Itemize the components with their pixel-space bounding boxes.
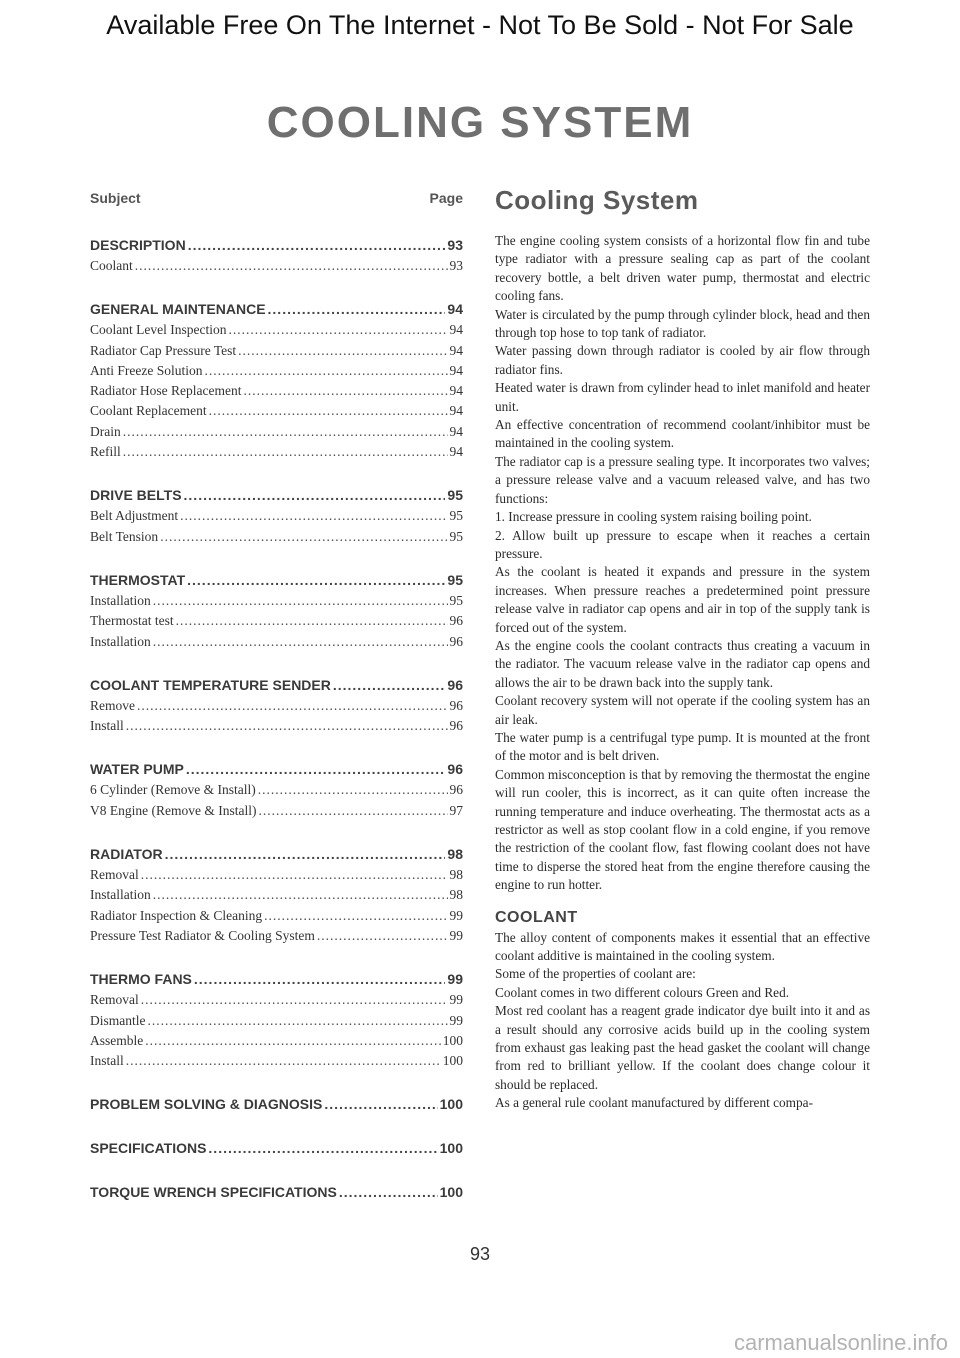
toc-section-title: DRIVE BELTS [90, 487, 182, 504]
toc-entry[interactable] [90, 611, 463, 631]
toc-entry[interactable] [90, 1051, 463, 1071]
toc-entry[interactable] [90, 591, 463, 611]
leader-dots [228, 320, 447, 340]
subject-column-header: Subject [90, 190, 141, 206]
toc-section [90, 1093, 463, 1115]
leader-dots [204, 361, 447, 381]
toc-section [90, 1137, 463, 1159]
page-number: 93 [469, 1244, 491, 1264]
toc-entry-label: Install [90, 718, 124, 734]
toc-entry-label: 6 Cylinder (Remove & Install) [90, 782, 256, 798]
leader-dots [153, 632, 448, 652]
toc-entry-label: Thermostat test [90, 613, 174, 629]
toc-entry[interactable] [90, 256, 463, 276]
toc-entry[interactable] [90, 422, 463, 442]
page-column-header: Page [429, 190, 463, 206]
leader-dots [258, 801, 447, 821]
toc-entry-page: 99 [449, 992, 463, 1008]
toc-entry[interactable] [90, 506, 463, 526]
toc-entry-page: 100 [442, 1032, 463, 1048]
leader-dots [145, 1031, 441, 1051]
leader-dots [187, 569, 445, 591]
toc-entry-page: 99 [449, 907, 463, 923]
article-paragraph: Water is circulated by the pump through cylinder block, head and then through top hose to top tank of radiator. [495, 306, 870, 341]
toc-entry[interactable] [90, 1011, 463, 1031]
footer-watermark-link[interactable]: carmanualsonline.info [733, 1330, 948, 1355]
article-paragraph: 2. Allow built up pressure to escape when it reaches a certain pressure. [495, 527, 870, 561]
toc-entry-label: V8 Engine (Remove & Install) [90, 802, 257, 818]
toc-section-page: 98 [447, 846, 463, 863]
leader-dots [160, 527, 447, 547]
leader-dots [186, 758, 446, 780]
toc-body [90, 234, 463, 1203]
toc-entry-label: Coolant Level Inspection [90, 322, 227, 338]
toc-section-title: GENERAL MAINTENANCE [90, 301, 266, 318]
toc-entry[interactable] [90, 632, 463, 652]
toc-section-heading[interactable] [90, 569, 463, 591]
toc-entry[interactable] [90, 1031, 463, 1051]
toc-section [90, 298, 463, 462]
toc-entry-label: Coolant [90, 258, 133, 273]
toc-entry-page: 95 [449, 592, 463, 608]
toc-entry[interactable] [90, 401, 463, 421]
coolant-paragraph: Most red coolant has a reagent grade indicator dye built into it and as a result should any corrosive acids build up in the cooling system from exhaust gas leaking past the head gasket the coolant will change from red to brilliant yellow. If the coolant does change colour it should be replaced. [495, 1003, 870, 1092]
leader-dots [317, 926, 448, 946]
toc-section-page: 100 [439, 1184, 463, 1201]
leader-dots [208, 1137, 437, 1159]
toc-entry-label: Coolant Replacement [90, 403, 207, 419]
toc-entry[interactable] [90, 885, 463, 905]
toc-entry-label: Belt Tension [90, 528, 159, 544]
toc-section-title: SPECIFICATIONS [90, 1140, 207, 1157]
toc-entry-page: 94 [449, 362, 463, 378]
toc-section-title: DESCRIPTION [90, 237, 186, 253]
toc-entry-page: 96 [449, 613, 463, 629]
leader-dots [153, 885, 448, 905]
toc-entry-page: 98 [449, 867, 463, 883]
toc-entry-label: Installation [90, 633, 151, 649]
toc-entry-page: 95 [449, 528, 463, 544]
toc-section-heading[interactable] [90, 674, 463, 696]
leader-dots [126, 1051, 441, 1071]
toc-section-heading[interactable] [90, 1093, 463, 1115]
toc-entry-page: 93 [449, 258, 463, 273]
article-paragraph: An effective concentration of recommend coolant/inhibitor must be maintained in the cooling system. [495, 417, 870, 451]
toc-entry-label: Removal [90, 992, 139, 1008]
toc-section-heading[interactable] [90, 484, 463, 506]
table-of-contents [90, 190, 463, 1203]
leader-dots [324, 1093, 437, 1115]
toc-section [90, 968, 463, 1071]
article-title: Cooling System [495, 185, 699, 215]
toc-entry-label: Installation [90, 592, 151, 608]
toc-entry-label: Install [90, 1053, 124, 1069]
toc-entry-page: 96 [449, 697, 463, 713]
leader-dots [184, 484, 446, 506]
toc-entry[interactable] [90, 361, 463, 381]
toc-section-page: 95 [447, 487, 463, 504]
toc-entry-page: 95 [449, 508, 463, 524]
toc-entry-page: 94 [449, 322, 463, 338]
toc-section-page: 93 [447, 237, 463, 253]
toc-section [90, 758, 463, 821]
toc-section [90, 484, 463, 547]
toc-section-page: 100 [439, 1140, 463, 1157]
toc-section-title: WATER PUMP [90, 761, 184, 778]
leader-dots [238, 341, 447, 361]
leader-dots [141, 990, 448, 1010]
toc-entry-page: 96 [449, 718, 463, 734]
toc-section-title: THERMOSTAT [90, 571, 186, 588]
toc-entry[interactable] [90, 926, 463, 946]
toc-entry-label: Assemble [90, 1032, 144, 1048]
toc-entry-page: 99 [449, 927, 463, 943]
toc-section-title: THERMO FANS [90, 971, 192, 988]
leader-dots [194, 968, 446, 990]
toc-entry[interactable] [90, 865, 463, 885]
toc-entry-page: 94 [449, 444, 463, 460]
toc-section-page: 100 [439, 1096, 463, 1113]
toc-section-page: 95 [447, 571, 463, 588]
toc-entry[interactable] [90, 906, 463, 926]
article-column [495, 185, 870, 1113]
article-paragraph: As the engine cools the coolant contracts thus creating a vacuum in the radiator. The vacuum release valve in the radiator cap opens and allows the air to be drawn back into the supply tank. [495, 637, 870, 690]
coolant-paragraph: Coolant comes in two different colours Green and Red. [495, 984, 790, 1000]
toc-entry[interactable] [90, 990, 463, 1010]
coolant-paragraph: Some of the properties of coolant are: [495, 966, 696, 982]
coolant-heading: COOLANT [495, 908, 578, 926]
toc-entry-label: Belt Adjustment [90, 508, 179, 524]
toc-entry-page: 94 [449, 423, 463, 439]
toc-entry-label: Installation [90, 887, 151, 903]
watermark-banner: Available Free On The Internet - Not To Be Sold - Not For Sale [106, 10, 854, 40]
toc-entry-page: 94 [449, 342, 463, 358]
page-title: COOLING SYSTEM [266, 98, 694, 147]
leader-dots [135, 256, 448, 276]
article-paragraph: Water passing down through radiator is cooled by air flow through radiator fins. [495, 343, 870, 377]
toc-entry-page: 98 [449, 887, 463, 903]
article-body [495, 232, 870, 895]
toc-section-page: 96 [447, 676, 463, 693]
toc-entry-page: 94 [449, 383, 463, 399]
toc-section-page: 94 [447, 301, 463, 318]
leader-dots [123, 442, 448, 462]
toc-entry-label: Remove [90, 697, 135, 713]
toc-entry-label: Radiator Inspection & Cleaning [90, 907, 263, 923]
article-paragraph: Heated water is drawn from cylinder head to inlet manifold and heater unit. [495, 380, 870, 414]
toc-section-title: COOLANT TEMPERATURE SENDER [90, 676, 331, 693]
toc-entry[interactable] [90, 442, 463, 462]
toc-entry[interactable] [90, 341, 463, 361]
toc-section-title: TORQUE WRENCH SPECIFICATIONS [90, 1184, 337, 1201]
toc-entry-label: Radiator Hose Replacement [90, 383, 242, 399]
coolant-body [495, 929, 870, 1113]
toc-section [90, 674, 463, 737]
toc-entry-label: Refill [90, 444, 121, 460]
article-paragraph: Coolant recovery system will not operate if the cooling system has an air leak. [495, 693, 870, 727]
coolant-paragraph: As a general rule coolant manufactured by different compa- [495, 1095, 814, 1111]
article-paragraph: As the coolant is heated it expands and pressure in the system increases. When pressure reaches a predetermined point pressure release valve in radiator cap opens and air in top of the supply tank is forced out of the system. [495, 564, 870, 635]
toc-entry-label: Drain [90, 423, 121, 439]
toc-section [90, 1181, 463, 1203]
toc-section [90, 234, 463, 276]
toc-section-heading[interactable] [90, 298, 463, 320]
leader-dots [165, 843, 446, 865]
toc-section-page: 96 [447, 761, 463, 778]
leader-dots [137, 696, 448, 716]
leader-dots [209, 401, 448, 421]
toc-entry[interactable] [90, 320, 463, 340]
toc-section-heading[interactable] [90, 968, 463, 990]
toc-entry-label: Radiator Cap Pressure Test [90, 342, 237, 358]
toc-section-heading[interactable] [90, 1181, 463, 1203]
toc-entry-label: Dismantle [90, 1012, 146, 1028]
leader-dots [264, 906, 447, 926]
article-paragraph: The water pump is a centrifugal type pump. It is mounted at the front of the motor and is belt driven. [495, 729, 870, 764]
leader-dots [339, 1181, 438, 1203]
toc-entry-page: 96 [449, 633, 463, 649]
toc-section-title: PROBLEM SOLVING & DIAGNOSIS [90, 1096, 323, 1113]
toc-section-page: 99 [447, 971, 463, 988]
toc-section-heading[interactable] [90, 758, 463, 780]
coolant-paragraph: The alloy content of components makes it essential that an effective coolant additive is maintained in the cooling system. [495, 929, 870, 964]
toc-entry-label: Anti Freeze Solution [90, 362, 203, 378]
toc-section-heading[interactable] [90, 843, 463, 865]
toc-section-heading[interactable] [90, 234, 463, 256]
leader-dots [333, 674, 446, 696]
leader-dots [258, 780, 448, 800]
toc-entry[interactable] [90, 801, 463, 821]
leader-dots [126, 716, 448, 736]
toc-entry[interactable] [90, 716, 463, 736]
toc-entry[interactable] [90, 780, 463, 800]
toc-section-heading[interactable] [90, 1137, 463, 1159]
toc-entry[interactable] [90, 381, 463, 401]
toc-entry-page: 99 [449, 1012, 463, 1028]
toc-entry-label: Removal [90, 867, 139, 883]
leader-dots [148, 1011, 448, 1031]
leader-dots [153, 591, 448, 611]
article-paragraph: The radiator cap is a pressure sealing type. It incorporates two valves; a pressure release valve and a vacuum released valve, and has two functions: [495, 453, 870, 506]
toc-entry-label: Pressure Test Radiator & Cooling System [90, 927, 315, 943]
leader-dots [123, 422, 448, 442]
toc-entry[interactable] [90, 527, 463, 547]
toc-section-title: RADIATOR [90, 846, 163, 863]
leader-dots [188, 234, 446, 256]
toc-entry-page: 100 [442, 1053, 463, 1069]
toc-section [90, 843, 463, 946]
toc-entry-page: 97 [449, 802, 463, 818]
leader-dots [243, 381, 447, 401]
leader-dots [180, 506, 447, 526]
toc-entry-page: 96 [449, 782, 463, 798]
toc-entry[interactable] [90, 696, 463, 716]
toc-section [90, 569, 463, 652]
article-paragraph: The engine cooling system consists of a horizontal flow fin and tube type radiator with a pressure sealing cap as part of the coolant recovery bottle, a belt driven water pump, thermostat and electric cooling fans. [495, 233, 870, 304]
toc-entry-page: 94 [449, 403, 463, 419]
article-paragraph: 1. Increase pressure in cooling system raising boiling point. [495, 509, 812, 525]
leader-dots [176, 611, 448, 631]
leader-dots [268, 298, 446, 320]
leader-dots [141, 865, 448, 885]
article-paragraph: Common misconception is that by removing the thermostat the engine will run cooler, this is incorrect, as it can quite often increase the running temperature and induce overheating. The thermostat acts as a restrictor as well as stop coolant flow in a cold engine, if you remove the restriction of the coolant flow, fast flowing coolant does not have time to disperse the stored heat from the engine therefore causing the engine to run hotter. [495, 766, 870, 893]
toc-header [90, 190, 463, 212]
